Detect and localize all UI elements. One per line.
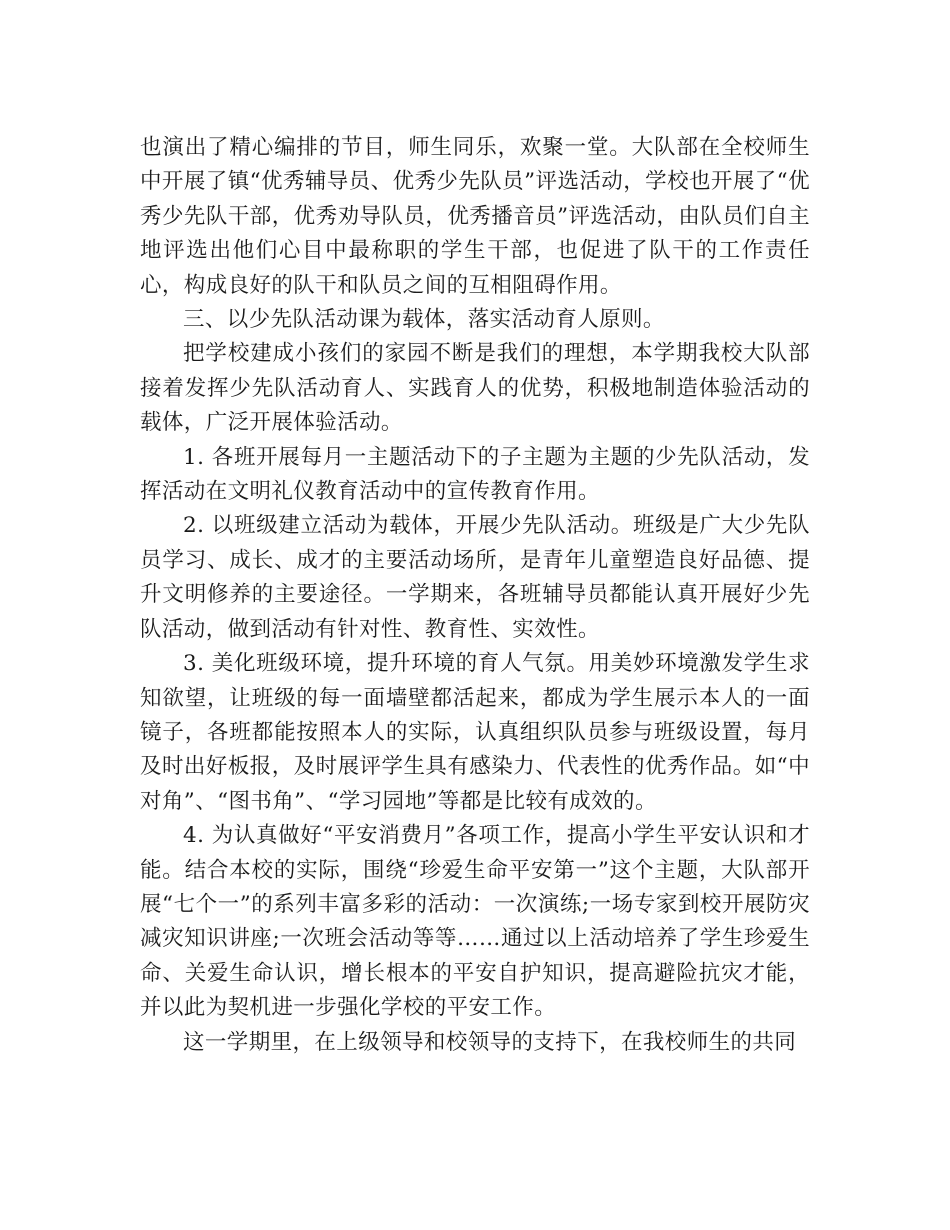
list-item-4: 4. 为认真做好“平安消费月”各项工作，提高小学生平安认识和才能。结合本校的实际，围绕“珍爱生命平安第一”这个主题，大队部开展“七个一”的系列丰富多彩的活动：一次演练;一场专家到校开展防灾减灾知识讲座;一次班会活动等等……通过以上活动培养了学生珍爱生命、关爱生命认识，增长根本的平安自护知识，提高避险抗灾才能，并以此为契机进一步强化学校的平安工作。	[140, 823, 810, 1021]
list-item-3: 3. 美化班级环境，提升环境的育人气氛。用美妙环境激发学生求知欲望，让班级的每一面墙壁都活起来，都成为学生展示本人的一面镜子，各班都能按照本人的实际，认真组织队员参与班级设置，每月及时出好板报，及时展评学生具有感染力、代表性的优秀作品。如“中对角”、“图书角”、“学习园地”等都是比较有成效的。	[140, 651, 810, 814]
list-item-1: 1. 各班开展每月一主题活动下的子主题为主题的少先队活动，发挥活动在文明礼仪教育活动中的宣传教育作用。	[140, 444, 810, 505]
paragraph-intro: 把学校建成小孩们的家园不断是我们的理想，本学期我校大队部接着发挥少先队活动育人、实践育人的优势，积极地制造体验活动的载体，广泛开展体验活动。	[140, 341, 810, 436]
section-heading-three: 三、以少先队活动课为载体，落实活动育人原则。	[183, 307, 665, 333]
list-item-2: 2. 以班级建立活动为载体，开展少先队活动。班级是广大少先队员学习、成长、成才的主要活动场所，是青年儿童塑造良好品德、提升文明修养的主要途径。一学期来，各班辅导员都能认真开展好少先队活动，做到活动有针对性、教育性、实效性。	[140, 513, 810, 642]
document-body	[140, 131, 810, 1060]
paragraph-closing: 这一学期里，在上级领导和校领导的支持下，在我校师生的共同	[183, 1029, 797, 1055]
paragraph-continuation: 也演出了精心编排的节目，师生同乐，欢聚一堂。大队部在全校师生中开展了镇“优秀辅导员、优秀少先队员”评选活动，学校也开展了“优秀少先队干部，优秀劝导队员，优秀播音员”评选活动，由队员们自主地评选出他们心目中最称职的学生干部，也促进了队干的工作责任心，构成良好的队干和队员之间的互相阻碍作用。	[140, 135, 810, 298]
